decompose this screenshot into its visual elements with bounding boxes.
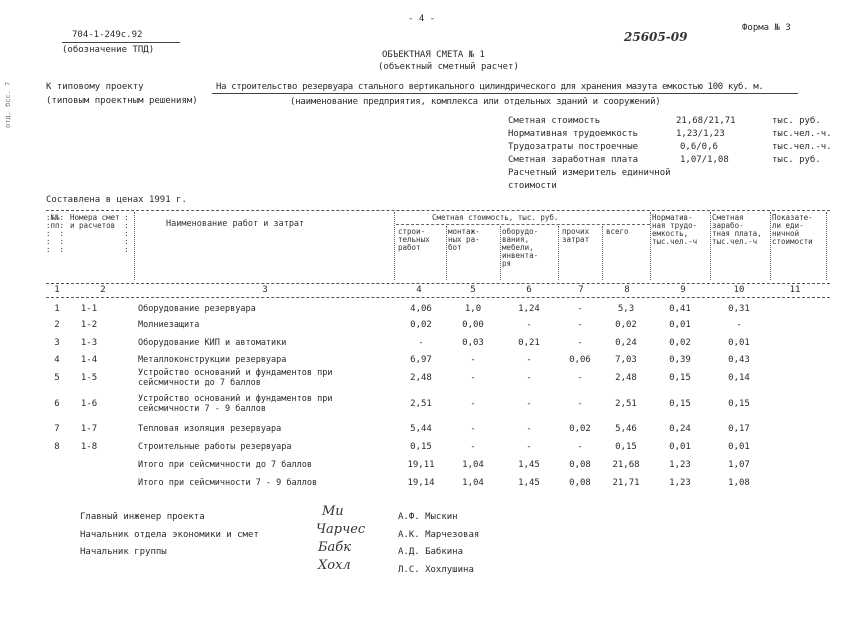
cell-c4: 4,06 — [410, 304, 432, 314]
estimate-title: ОБЪЕКТНАЯ СМЕТА № 1 — [382, 50, 485, 60]
summary-label: Нормативная трудоемкость — [508, 129, 639, 139]
code-underline — [62, 42, 180, 43]
cell-ref: 1-8 — [80, 442, 98, 452]
cell-c10: 0,31 — [728, 304, 750, 314]
cell-ref: 1-4 — [80, 355, 98, 365]
handwritten-signature: Бабк — [318, 540, 352, 555]
cell-c7: - — [577, 399, 583, 409]
col-sep — [710, 212, 711, 280]
col-number: 9 — [680, 285, 686, 295]
handwritten-signature: Чарчес — [316, 522, 366, 537]
cell-c9: 1,23 — [669, 478, 691, 488]
header-number: :№№: :пп: : : : : : : — [46, 213, 65, 254]
cell-c4: 0,02 — [410, 320, 432, 330]
cell-ref: 1-6 — [80, 399, 98, 409]
col-number: 5 — [470, 285, 476, 295]
cell-c6: 1,45 — [518, 478, 540, 488]
col-sep — [134, 212, 135, 280]
cell-name: Молниезащита — [138, 320, 200, 330]
signature-name: Л.С. Хохлушина — [398, 565, 474, 575]
cell-n: 3 — [54, 338, 60, 348]
header-construction: строи- тельных работ — [398, 227, 430, 252]
summary-unit: тыс.чел.-ч. — [772, 129, 832, 139]
cell-c7: - — [577, 442, 583, 452]
cell-c10: 0,43 — [728, 355, 750, 365]
header-equipment: оборудо- вания, мебели, инвента- ря — [502, 227, 539, 268]
cell-c5: - — [470, 373, 476, 383]
summary-value: 1,23/1,23 — [676, 129, 725, 139]
form-label: Форма № 3 — [742, 23, 791, 33]
cell-c5: 1,0 — [464, 304, 482, 314]
header-other: прочих затрат — [562, 227, 590, 244]
cell-c9: 0,02 — [669, 338, 691, 348]
cell-n: 6 — [54, 399, 60, 409]
estimate-subtitle: (объектный сметный расчет) — [378, 62, 519, 72]
summary-value: 1,07/1,08 — [680, 155, 729, 165]
cell-c7: - — [577, 373, 583, 383]
cell-c10: 0,01 — [728, 338, 750, 348]
col-numbers-bottom-rule — [46, 297, 830, 298]
cell-name: Металлоконструкции резервуара — [138, 355, 287, 365]
col-sep — [446, 226, 447, 280]
handwritten-signature: Ми — [322, 504, 344, 519]
header-cost-group: Сметная стоимость, тыс. руб. — [432, 213, 559, 222]
header-group-rule — [396, 224, 650, 225]
cell-c9: 0,01 — [669, 320, 691, 330]
page-number: - 4 - — [408, 14, 436, 24]
cell-name: Устройство оснований и фундаментов при — [138, 394, 333, 404]
cell-c8: 21,71 — [612, 478, 640, 488]
cell-c6: - — [526, 424, 532, 434]
cell-c6: - — [526, 320, 532, 330]
cell-c4: 6,97 — [410, 355, 432, 365]
header-work-name: Наименование работ и затрат — [166, 219, 305, 229]
cell-c10: 0,17 — [728, 424, 750, 434]
cell-c9: 1,23 — [669, 460, 691, 470]
cell-ref: 1-7 — [80, 424, 98, 434]
cell-name: Итого при сейсмичности до 7 баллов — [138, 460, 312, 470]
cell-name: Устройство оснований и фундаментов при — [138, 368, 333, 378]
col-sep — [770, 212, 771, 280]
cell-name: Строительные работы резервуара — [138, 442, 292, 452]
cell-c10: - — [736, 320, 742, 330]
cell-c7: 0,08 — [569, 478, 591, 488]
cell-n: 1 — [54, 304, 60, 314]
summary-label: Трудозатраты построечные — [508, 142, 639, 152]
table-top-rule — [46, 210, 830, 211]
cell-ref: 1-3 — [80, 338, 98, 348]
header-wages: Сметная зарабо- тная плата, тыс.чел.-ч — [712, 213, 762, 246]
cell-c4: 0,15 — [410, 442, 432, 452]
cell-c8: 0,24 — [615, 338, 637, 348]
cell-c6: - — [526, 355, 532, 365]
cell-c8: 0,02 — [615, 320, 637, 330]
cell-c5: 0,03 — [462, 338, 484, 348]
summary-unit: тыс. руб. — [772, 116, 821, 126]
signature-name: А.Д. Бабкина — [398, 547, 464, 557]
project-name-caption: (наименование предприятия, комплекса или отдельных зданий и сооружений) — [290, 97, 661, 107]
cell-c5: - — [470, 424, 476, 434]
col-number: 10 — [733, 285, 745, 295]
header-installation: монтаж- ных ра- бот — [448, 227, 480, 252]
summary-unit: тыс.чел.-ч. — [772, 142, 832, 152]
cell-name-continued: сейсмичности до 7 баллов — [138, 378, 261, 388]
header-unit-cost: Показате- ли еди- ничной стоимости — [772, 213, 813, 246]
cell-c5: - — [470, 399, 476, 409]
col-sep — [500, 226, 501, 280]
handwritten-number: 25605-09 — [624, 30, 688, 44]
col-sep — [394, 212, 395, 280]
cell-c9: 0,01 — [669, 442, 691, 452]
cell-c9: 0,24 — [669, 424, 691, 434]
col-number: 3 — [262, 285, 268, 295]
document-code: 704-1-249с.92 — [72, 30, 143, 40]
cell-c8: 21,68 — [612, 460, 640, 470]
cell-n: 7 — [54, 424, 60, 434]
cell-c9: 0,39 — [669, 355, 691, 365]
cell-c4: 5,44 — [410, 424, 432, 434]
cell-c10: 0,01 — [728, 442, 750, 452]
cell-c8: 7,03 — [615, 355, 637, 365]
project-left-caption: (типовым проектным решениям) — [46, 96, 198, 106]
cell-c6: 1,24 — [518, 304, 540, 314]
col-number: 8 — [624, 285, 630, 295]
cell-n: 2 — [54, 320, 60, 330]
cell-c5: 0,00 — [462, 320, 484, 330]
cell-n: 4 — [54, 355, 60, 365]
cell-n: 8 — [54, 442, 60, 452]
col-sep — [558, 226, 559, 280]
cell-name: Оборудование резервуара — [138, 304, 256, 314]
project-name: На строительство резервуара стального вертикального цилиндрического для хранения мазута емкостью 100 куб. м. — [216, 82, 764, 92]
cell-c10: 0,15 — [728, 399, 750, 409]
cell-c8: 2,51 — [615, 399, 637, 409]
cell-c7: 0,08 — [569, 460, 591, 470]
cell-c5: - — [470, 355, 476, 365]
cell-c9: 0,41 — [669, 304, 691, 314]
signature-role: Начальник группы — [80, 547, 167, 557]
cell-c8: 5,46 — [615, 424, 637, 434]
col-sep — [826, 212, 827, 280]
cell-c4: 19,14 — [407, 478, 435, 488]
summary-unit: тыс. руб. — [772, 155, 821, 165]
cell-c6: 1,45 — [518, 460, 540, 470]
col-number: 11 — [789, 285, 801, 295]
cell-n: 5 — [54, 373, 60, 383]
cell-c9: 0,15 — [669, 399, 691, 409]
cell-c10: 1,07 — [728, 460, 750, 470]
cell-c10: 0,14 — [728, 373, 750, 383]
cell-ref: 1-1 — [80, 304, 98, 314]
cell-c8: 0,15 — [615, 442, 637, 452]
cell-c4: 19,11 — [407, 460, 435, 470]
cell-name: Тепловая изоляция резервуара — [138, 424, 282, 434]
summary-label: Сметная стоимость — [508, 116, 601, 126]
header-labor: Норматив- ная трудо- емкость, тыс.чел.-ч — [652, 213, 698, 246]
cell-c5: - — [470, 442, 476, 452]
signature-name: А.К. Марчезовая — [398, 530, 480, 540]
col-numbers-top-rule — [46, 283, 830, 284]
cell-name-continued: сейсмичности 7 - 9 баллов — [138, 404, 266, 414]
cell-ref: 1-2 — [80, 320, 98, 330]
prices-note: Составлена в ценах 1991 г. — [46, 195, 187, 205]
col-number: 1 — [54, 285, 60, 295]
cell-name: Итого при сейсмичности 7 - 9 баллов — [138, 478, 318, 488]
col-sep — [602, 226, 603, 280]
cell-c5: 1,04 — [462, 478, 484, 488]
cell-c7: 0,02 — [569, 424, 591, 434]
col-number: 6 — [526, 285, 532, 295]
cell-c8: 5,3 — [617, 304, 635, 314]
cell-c6: - — [526, 442, 532, 452]
document-code-caption: (обозначение ТПД) — [62, 45, 155, 55]
cell-c7: - — [577, 320, 583, 330]
handwritten-signature: Хохл — [318, 558, 351, 573]
cell-c6: 0,21 — [518, 338, 540, 348]
project-name-underline — [212, 93, 798, 94]
cell-c6: - — [526, 399, 532, 409]
summary-label: стоимости — [508, 181, 557, 191]
cell-ref: 1-5 — [80, 373, 98, 383]
summary-label: Расчетный измеритель единичной — [508, 168, 671, 178]
cell-c9: 0,15 — [669, 373, 691, 383]
col-number: 2 — [100, 285, 106, 295]
signature-role: Начальник отдела экономики и смет — [80, 530, 259, 540]
summary-value: 0,6/0,6 — [680, 142, 718, 152]
header-refs: Номера смет : и расчетов : : : : — [70, 213, 129, 254]
cell-c4: 2,48 — [410, 373, 432, 383]
summary-label: Сметная заработная плата — [508, 155, 639, 165]
cell-c4: - — [418, 338, 424, 348]
cell-c6: - — [526, 373, 532, 383]
cell-name: Оборудование КИП и автоматики — [138, 338, 287, 348]
cell-c4: 2,51 — [410, 399, 432, 409]
cell-c7: - — [577, 338, 583, 348]
cell-c7: 0,06 — [569, 355, 591, 365]
cell-c5: 1,04 — [462, 460, 484, 470]
col-number: 7 — [578, 285, 584, 295]
cell-c7: - — [577, 304, 583, 314]
signature-role: Главный инженер проекта — [80, 512, 205, 522]
margin-mark: отд. бсс. 7 — [4, 81, 12, 128]
header-total: всего — [606, 227, 629, 236]
summary-value: 21,68/21,71 — [676, 116, 736, 126]
signature-name: А.Ф. Мыскин — [398, 512, 458, 522]
cell-c8: 2,48 — [615, 373, 637, 383]
project-left-label: К типовому проекту — [46, 82, 144, 92]
col-number: 4 — [416, 285, 422, 295]
col-sep — [650, 212, 651, 280]
cell-c10: 1,08 — [728, 478, 750, 488]
